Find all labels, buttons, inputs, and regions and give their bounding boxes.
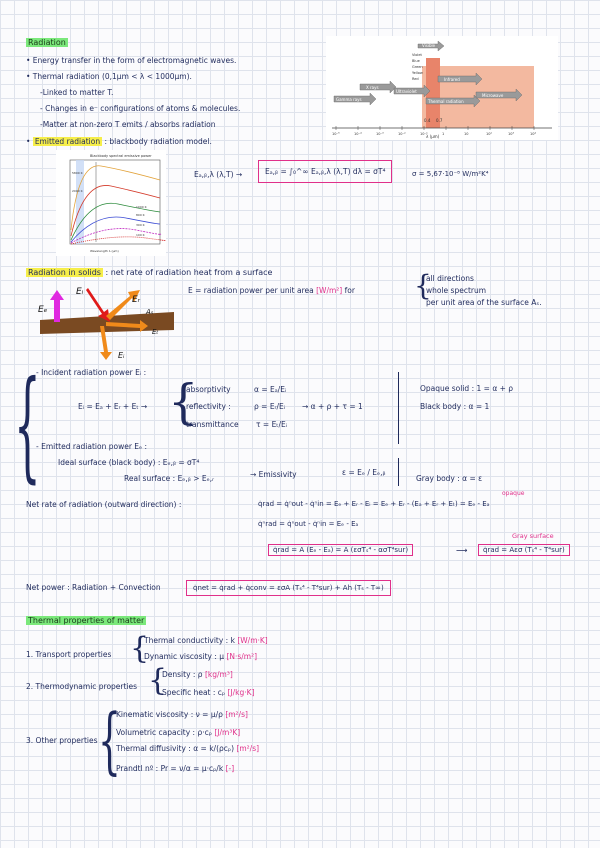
tc-text: Thermal conductivity : k (144, 636, 235, 645)
volumetric-capacity (116, 728, 240, 737)
label-red: Red (412, 77, 419, 81)
curve-label-300: 300 K (136, 223, 145, 227)
thermal-conductivity (144, 636, 268, 645)
other-label: 3. Other properties (26, 736, 98, 745)
prandtl-number (116, 764, 234, 773)
spectrum-tick-label: 10² (486, 132, 492, 136)
netrate-box2: q̇rad = Aεσ (Tₛ⁴ - T⁴sur) (478, 544, 570, 556)
label-microwave: Microwave (482, 93, 504, 98)
spectrum-axis-label: λ (μm) (426, 134, 440, 139)
incident-title: - Incident radiation power Eᵢ : (36, 368, 147, 377)
curve-label-2000: 2000 K (72, 189, 83, 193)
arrow-emitted (50, 290, 64, 322)
gray-body: Gray body : α = ε (416, 474, 483, 483)
mark-04: 0.4 (424, 118, 431, 123)
sh-unit: [J/kg·K] (227, 688, 255, 697)
pr-unit: [-] (225, 764, 235, 773)
netpower-label: Net power : Radiation + Convection (26, 583, 161, 592)
plot-title: Blackbody spectral emissive power (90, 154, 152, 158)
thermal-diffusivity (116, 744, 259, 753)
density (162, 670, 233, 679)
netrate-label: Net rate of radiation (outward direction) : (26, 500, 182, 509)
emitted-radiation-line: • Emitted radiation : blackbody radiation model. (26, 137, 212, 146)
netpower-box: q̇net = q̇rad + q̇conv = εσA (Tₛ⁴ - T⁴sur) + Ah (Tₛ - T∞) (186, 580, 391, 596)
gray-surface-note: Gray surface (512, 532, 554, 540)
spectrum-tick-label: 10 (464, 132, 469, 136)
real-surface: Real surface : Eₑ,ᵦ > Eₑ,ᵣ (124, 474, 215, 483)
label-green: Green (412, 65, 423, 69)
spectrum-tick-label: 1 (442, 132, 445, 136)
density-text: Density : ρ (162, 670, 203, 679)
netrate-eq1: q̇rad = q̇ⁿout - q̇ⁿin = Eₑ + Eᵣ - Eᵢ = Eₑ + Eᵣ - (Eₐ + Eᵣ + Eₜ) = Eₑ - Eₐ (258, 500, 490, 508)
solids-title-hl: Radiation in solids (28, 268, 101, 277)
stefan-boltzmann-constant: σ = 5,67·10⁻⁸ W/m²K⁴ (412, 170, 489, 178)
curve-label-1000: 1000 K (136, 205, 147, 209)
plot-xlabel: Wavelength λ (μm) (90, 249, 119, 253)
sh-text: Specific heat : cₚ (162, 688, 226, 697)
cond-spectrum: whole spectrum (426, 286, 487, 295)
spectrum-tick-label: 10⁻⁴ (354, 132, 362, 136)
label-xrays: X rays (366, 85, 379, 90)
label-visible: Visible (422, 43, 436, 48)
dynamic-viscosity (144, 652, 257, 661)
label-As: Aₛ (146, 308, 154, 316)
label-Er: Eᵣ (132, 295, 141, 305)
emitted-rest: : blackbody radiation model. (104, 137, 212, 146)
divider-2 (398, 458, 399, 486)
transmittance-label: transmittance (186, 420, 239, 429)
dv-unit: [N·s/m²] (226, 652, 258, 661)
solids-title-rest: : net rate of radiation heat from a surface (105, 268, 273, 277)
cond-area: per unit area of the surface Aₛ. (426, 298, 542, 307)
brace-incident: { (168, 374, 199, 430)
thermal-title: Thermal properties of matter (28, 616, 145, 625)
def-units: [W/m²] (316, 286, 343, 295)
arrow-to-gray: ⟶ (456, 546, 468, 555)
solids-heading (26, 268, 272, 277)
kinematic-viscosity (116, 710, 248, 719)
kv-unit: [m²/s] (225, 710, 248, 719)
curve-label-100: 100 K (136, 233, 145, 237)
netrate-box1: q̇rad = A (Eₑ - Eₐ) = A (εσTₛ⁴ - ασT⁴sur) (268, 544, 413, 556)
def-for: for (344, 286, 355, 295)
absorptivity-label: absorptivity (186, 385, 231, 394)
opaque-note: opaque (502, 490, 525, 497)
spectrum-tick-label: 10³ (508, 132, 514, 136)
spectrum-tick-label: 10⁴ (530, 132, 536, 136)
transmittance-eq: τ = Eₜ/Eᵢ (256, 420, 288, 429)
reflectivity-eq: ρ = Eᵣ/Eᵢ (254, 402, 286, 411)
planck-lhs: Eₐ,ᵦ,λ (λ,T) → (194, 170, 243, 179)
curve-label-5800: 5800 K (72, 171, 83, 175)
absorptivity-eq: α = Eₐ/Eᵢ (254, 385, 287, 394)
label-blue: Blue (412, 59, 420, 63)
label-thermal: Thermal radiation (428, 99, 464, 104)
bullet-energy-transfer: • Energy transfer in the form of electromagnetic waves. (26, 56, 237, 65)
brace-thermodynamic: { (148, 663, 168, 698)
spectrum-tick-label: 10⁻² (398, 132, 406, 136)
planck-box: Eₐ,ᵦ = ∫₀^∞ Eₐ,ᵦ,λ (λ,T) dλ = σT⁴ (258, 160, 392, 183)
opaque-solid: Opaque solid : 1 = α + ρ (420, 384, 514, 393)
big-brace: { (14, 356, 41, 495)
black-body: Black body : α = 1 (420, 402, 490, 411)
kv-text: Kinematic viscosity : ν = μ/ρ (116, 710, 223, 719)
mark-07: 0.7 (436, 118, 443, 123)
thermodynamic-label: 2. Thermodynamic properties (26, 682, 138, 691)
transport-label: 1. Transport properties (26, 650, 112, 659)
td-unit: [m²/s] (236, 744, 260, 753)
sum-eq: → α + ρ + τ = 1 (302, 402, 363, 411)
label-uv: Ultraviolet (396, 89, 417, 94)
sub-configurations: - Changes in e⁻ configurations of atoms & molecules. (40, 104, 241, 113)
incident-eq: Eᵢ = Eₐ + Eᵣ + Eₜ → (78, 402, 148, 411)
cond-directions: all directions (426, 274, 474, 283)
emissivity-eq: ε = Eₑ / Eₑ,ᵦ (342, 468, 386, 477)
brace-conditions: { (414, 269, 432, 302)
em-spectrum-chart (326, 36, 558, 140)
vc-text: Volumetric capacity : ρ·cₚ (116, 728, 212, 737)
label-infrared: Infrared (444, 77, 460, 82)
blackbody-plot (56, 150, 166, 256)
ideal-surface: Ideal surface (black body) : Eₑ,ᵦ = σT⁴ (58, 458, 200, 467)
dv-text: Dynamic viscosity : μ (144, 652, 225, 661)
label-gamma: Gamma rays (336, 97, 362, 102)
sub-emits-absorbs: -Matter at non-zero T emits / absorbs radiation (40, 120, 216, 129)
bullet-thermal-radiation: • Thermal radiation (0,1μm < λ < 1000μm). (26, 72, 192, 81)
divider-1 (398, 372, 399, 444)
sub-linked-matter: -Linked to matter T. (40, 88, 114, 97)
label-violet: Violet (412, 53, 422, 57)
section-title-radiation: Radiation (28, 38, 66, 47)
surface-radiation-diagram (34, 282, 174, 362)
tc-unit: [W/m·K] (237, 636, 268, 645)
specific-heat (162, 688, 255, 697)
td-text: Thermal diffusivity : α = k/(ρcₚ) (116, 744, 235, 753)
curve-label-800: 800 K (136, 213, 145, 217)
label-Et: Eₜ (152, 328, 159, 336)
spectrum-tick-label: 10⁻⁵ (332, 132, 340, 136)
pr-text: Prandtl nº : Pr = ν/α = μ·cₚ/k (116, 764, 224, 773)
label-Ei: Eᵢ (76, 287, 84, 297)
brace-transport: { (130, 631, 150, 666)
netrate-eq2: q̇ⁿrad = q̇ⁿout - q̇ⁿin = Eₑ - Eₐ (258, 520, 359, 528)
label-Ee: Eₑ (38, 305, 48, 315)
reflectivity-label: reflectivity : (186, 402, 231, 411)
solids-definition (188, 286, 355, 295)
spectrum-tick-label: 10⁻¹ (420, 132, 428, 136)
label-yellow: Yellow (412, 71, 423, 75)
emitted-label: Emitted radiation (34, 137, 101, 146)
def-text: E = radiation power per unit area (188, 286, 314, 295)
spectrum-tick-label: 10⁻³ (376, 132, 384, 136)
density-unit: [kg/m³] (204, 670, 233, 679)
brace-other: { (98, 698, 121, 782)
emissivity-label: → Emissivity (250, 470, 297, 479)
emitted-title: - Emitted radiation power Eₑ : (36, 442, 148, 451)
label-Ei-bottom: Eᵢ (118, 351, 125, 360)
vc-unit: [J/m³K] (214, 728, 241, 737)
